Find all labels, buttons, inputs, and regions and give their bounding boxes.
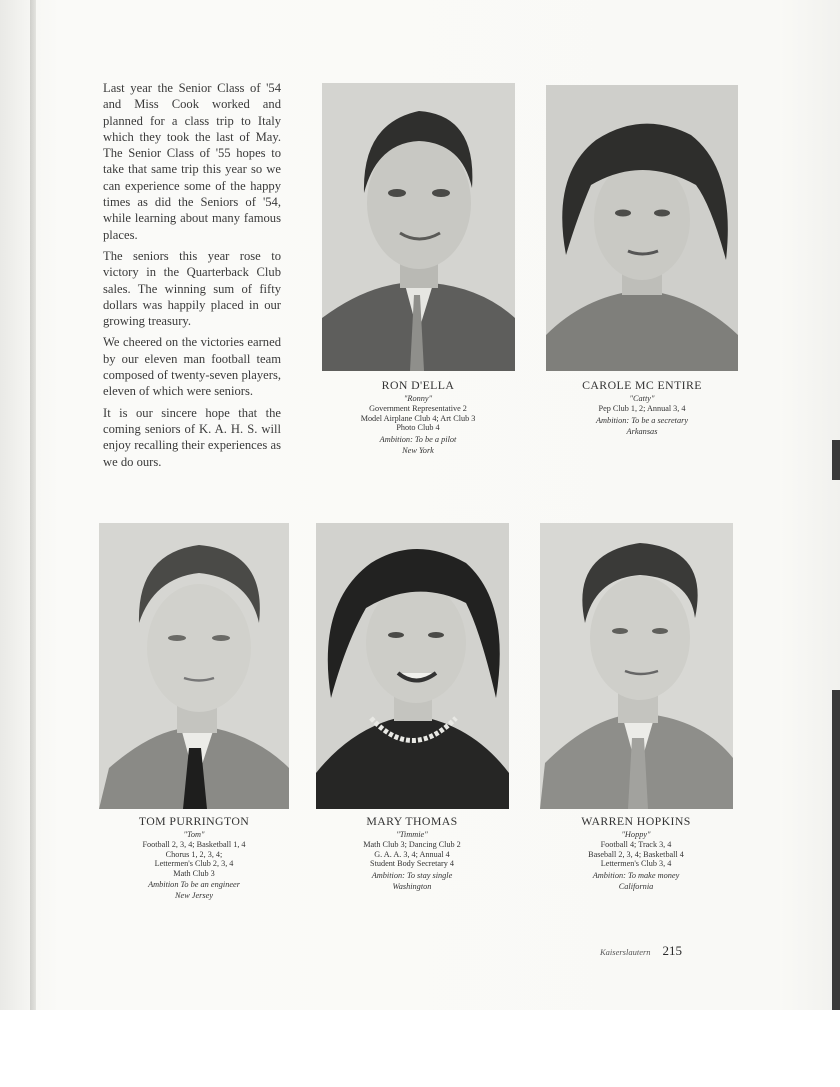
senior-nickname: "Catty" bbox=[629, 394, 655, 403]
school-name: Kaiserslautern bbox=[600, 947, 651, 957]
senior-ambition: Ambition: To make money bbox=[592, 870, 680, 880]
senior-activity: Baseball 2, 3, 4; Basketball 4 bbox=[588, 849, 684, 859]
senior-name: MARY THOMAS bbox=[366, 814, 458, 828]
portrait-photo-warren-hopkins bbox=[540, 523, 733, 809]
senior-activity: Football 2, 3, 4; Basketball 1, 4 bbox=[142, 840, 246, 849]
senior-activity: Photo Club 4 bbox=[396, 423, 440, 433]
senior-activity: Government Representative 2 bbox=[369, 404, 467, 413]
senior-activity: Math Club 3 bbox=[173, 868, 215, 878]
senior-caption-warren-hopkins bbox=[536, 814, 736, 892]
senior-name: CAROLE MC ENTIRE bbox=[582, 378, 702, 392]
senior-nickname: "Timmie" bbox=[396, 830, 428, 839]
portrait-photo-mary-thomas bbox=[316, 523, 509, 809]
senior-ambition: Ambition: To be a secretary bbox=[595, 415, 689, 425]
senior-nickname: "Hoppy" bbox=[621, 830, 651, 839]
senior-activity: Pep Club 1, 2; Annual 3, 4 bbox=[598, 404, 686, 413]
senior-hometown: New Jersey bbox=[174, 891, 213, 901]
portrait-photo-ron-della bbox=[322, 83, 515, 371]
senior-activity: Lettermen's Club 2, 3, 4 bbox=[154, 859, 234, 869]
senior-name: TOM PURRINGTON bbox=[138, 814, 250, 828]
page-number: 215 bbox=[662, 943, 683, 958]
senior-activity: Model Airplane Club 4; Art Club 3 bbox=[360, 413, 476, 423]
intro-paragraph: The seniors this year rose to victory in the Quarterback Club sales. The winning sum of fifty dollars was happily placed in our growing treasury. bbox=[103, 248, 281, 329]
intro-paragraph: We cheered on the victories earned by our eleven man football team composed of twenty-seven players, eleven of which were seniors. bbox=[103, 335, 281, 399]
senior-activity: G. A. A. 3, 4; Annual 4 bbox=[374, 849, 450, 859]
page-edge-mark bbox=[832, 440, 840, 480]
senior-caption-tom-purrington bbox=[94, 814, 294, 901]
senior-nickname: "Tom" bbox=[183, 830, 205, 839]
senior-activity: Chorus 1, 2, 3, 4; bbox=[165, 849, 223, 859]
senior-activity: Math Club 3; Dancing Club 2 bbox=[363, 840, 461, 849]
senior-caption-ron-della bbox=[318, 378, 518, 456]
senior-ambition: Ambition: To be a pilot bbox=[379, 434, 457, 444]
senior-name: RON D'ELLA bbox=[381, 378, 455, 392]
senior-caption-carole-mc-entire bbox=[540, 378, 744, 437]
senior-ambition: Ambition To be an engineer bbox=[148, 880, 240, 890]
page-footer bbox=[600, 942, 730, 960]
intro-paragraph: Last year the Senior Class of '54 and Miss Cook worked and planned for a class trip to Italy which they took the last of May. The Senior Class of '55 hopes to take that same trip this year so we can experience some of the happy times as did the Seniors of '54, while learning about many famous places. bbox=[103, 81, 281, 242]
portrait-photo-tom-purrington bbox=[99, 523, 289, 809]
senior-nickname: "Ronny" bbox=[403, 394, 433, 403]
senior-hometown: New York bbox=[402, 445, 434, 455]
portrait-photo-carole-mc-entire bbox=[546, 85, 738, 371]
senior-activity: Student Body Secretary 4 bbox=[370, 859, 454, 869]
senior-ambition: Ambition: To stay single bbox=[371, 870, 453, 880]
page-binding-shadow bbox=[30, 0, 36, 1010]
senior-hometown: California bbox=[618, 881, 654, 891]
intro-paragraph: It is our sincere hope that the coming seniors of K. A. H. S. will enjoy recalling their experiences as we do ours. bbox=[103, 405, 281, 469]
senior-activity: Lettermen's Club 3, 4 bbox=[600, 859, 672, 869]
senior-caption-mary-thomas bbox=[312, 814, 512, 892]
page-edge-mark bbox=[832, 690, 840, 1010]
intro-text bbox=[103, 80, 281, 475]
senior-name: WARREN HOPKINS bbox=[581, 814, 691, 828]
senior-activity: Football 4; Track 3, 4 bbox=[600, 840, 672, 849]
senior-hometown: Arkansas bbox=[626, 426, 658, 436]
senior-hometown: Washington bbox=[392, 881, 432, 891]
